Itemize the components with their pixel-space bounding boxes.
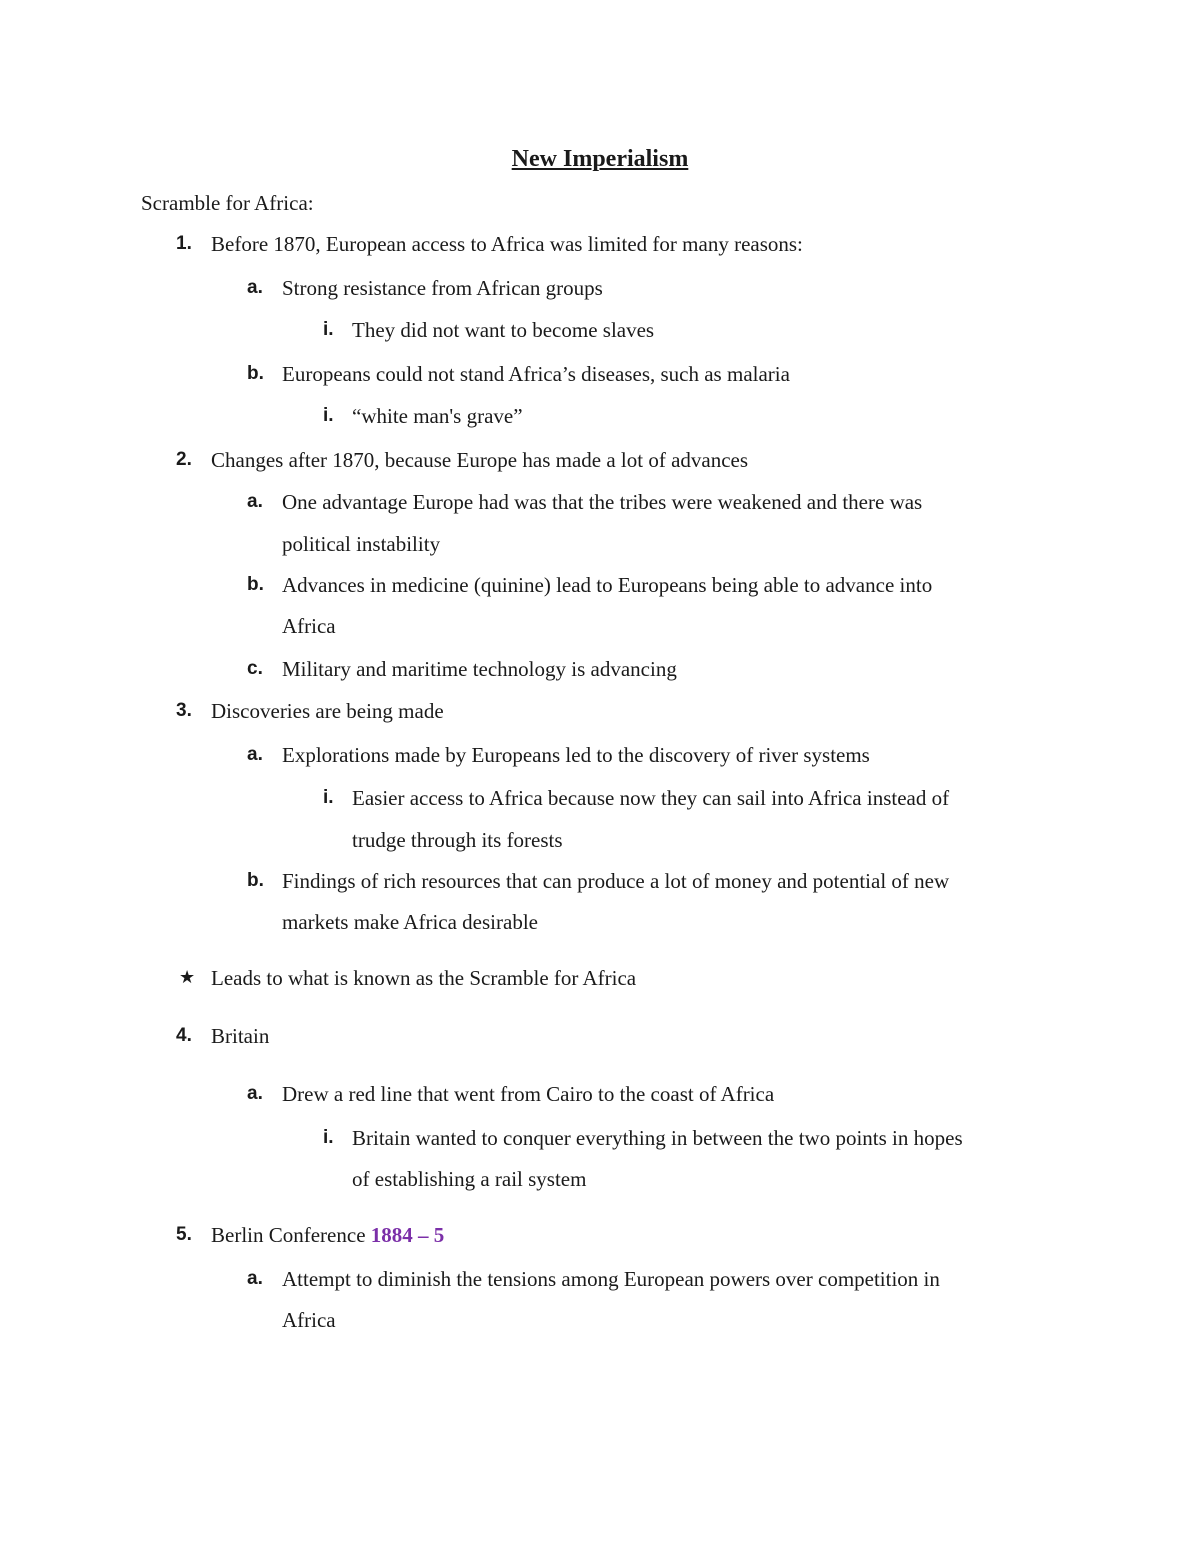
list-item: Britain (211, 1024, 270, 1048)
list-item: Before 1870, European access to Africa was limited for many reasons: (211, 232, 803, 256)
sub-sub-item: “white man's grave” (352, 404, 523, 428)
sub-item-line: political instability (282, 532, 441, 556)
list-item (211, 1220, 444, 1250)
list-letter: a. (247, 1083, 263, 1104)
sub-sub-item: They did not want to become slaves (352, 318, 655, 342)
sub-item: Europeans could not stand Africa’s diseases, such as malaria (282, 362, 790, 386)
sub-item: Military and maritime technology is advancing (282, 657, 677, 681)
sub-item: Strong resistance from African groups (282, 276, 603, 300)
list-letter: a. (247, 277, 263, 298)
list-roman: i. (323, 1127, 334, 1148)
list-letter: a. (247, 491, 263, 512)
list-letter: b. (247, 870, 264, 891)
list-item: Changes after 1870, because Europe has made a lot of advances (211, 448, 749, 472)
list-letter: a. (247, 1268, 263, 1289)
sub-item-line: Africa (282, 1308, 336, 1332)
intro-heading: Scramble for Africa: (141, 191, 314, 215)
page-title: New Imperialism (511, 146, 689, 172)
list-number: 1. (176, 233, 192, 254)
list-letter: b. (247, 363, 264, 384)
list-number: 2. (176, 449, 192, 470)
sub-item-line: Attempt to diminish the tensions among European powers over competition in (282, 1267, 940, 1291)
sub-item: Explorations made by Europeans led to the discovery of river systems (282, 743, 870, 767)
list-roman: i. (323, 319, 334, 340)
list-roman: i. (323, 405, 334, 426)
list-letter: a. (247, 744, 263, 765)
list-letter: b. (247, 574, 264, 595)
sub-sub-item-line: of establishing a rail system (352, 1167, 587, 1191)
sub-item-line: Africa (282, 614, 336, 638)
list-letter: c. (247, 658, 263, 679)
star-note: Leads to what is known as the Scramble for Africa (211, 966, 637, 990)
sub-item: Drew a red line that went from Cairo to the coast of Africa (282, 1082, 775, 1106)
sub-sub-item-line: Britain wanted to conquer everything in between the two points in hopes (352, 1126, 963, 1150)
sub-item-line: One advantage Europe had was that the tribes were weakened and there was (282, 490, 923, 514)
list-number: 5. (176, 1224, 192, 1245)
sub-sub-item-line: trudge through its forests (352, 828, 563, 852)
list-number: 3. (176, 700, 192, 721)
date-highlight: 1884 – 5 (370, 1223, 445, 1247)
sub-item-line: markets make Africa desirable (282, 910, 538, 934)
sub-item-line: Findings of rich resources that can produce a lot of money and potential of new (282, 869, 950, 893)
sub-sub-item-line: Easier access to Africa because now they can sail into Africa instead of (352, 786, 950, 810)
star-icon: ★ (179, 967, 196, 988)
list-item-text: Berlin Conference (211, 1223, 371, 1247)
list-roman: i. (323, 787, 334, 808)
list-item: Discoveries are being made (211, 699, 444, 723)
list-number: 4. (176, 1025, 192, 1046)
sub-item-line: Advances in medicine (quinine) lead to Europeans being able to advance into (282, 573, 933, 597)
